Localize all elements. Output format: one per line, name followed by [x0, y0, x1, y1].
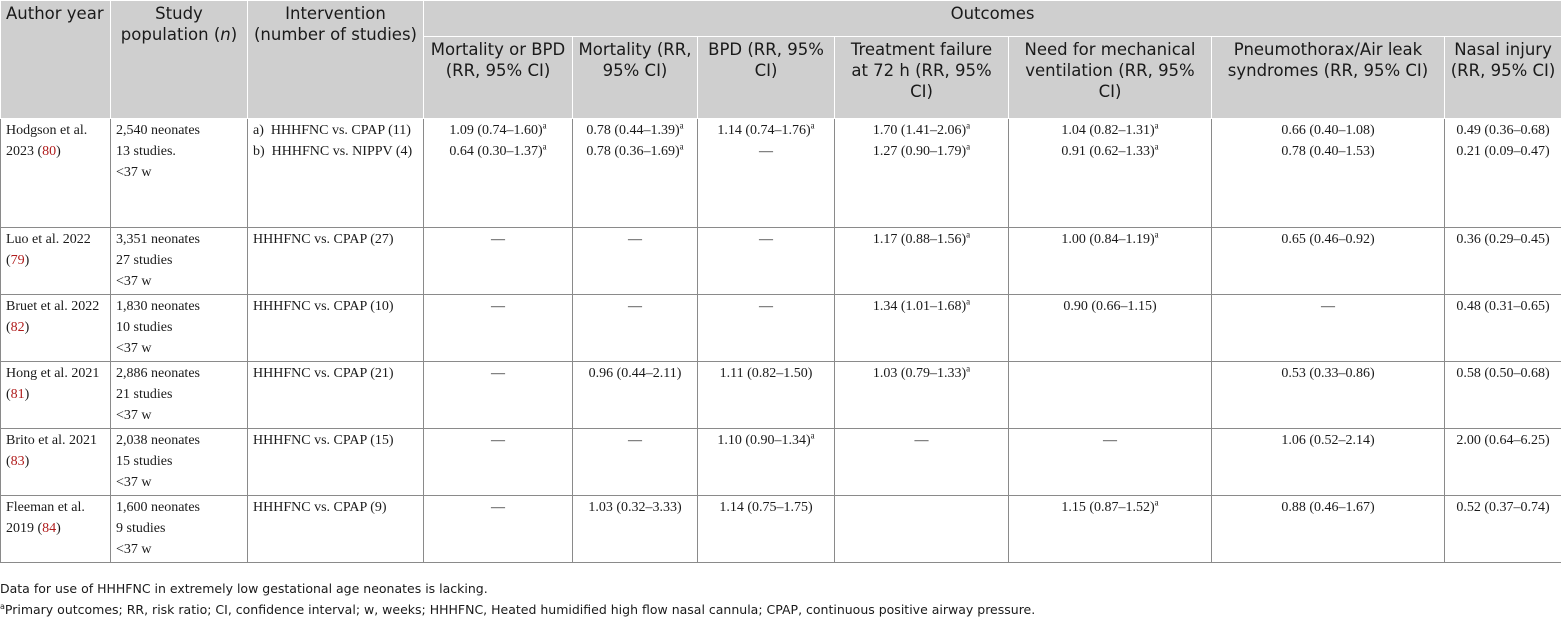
author-cell: Brito et al. 2021 (83)	[1, 429, 111, 496]
pneumothorax-cell: —	[1212, 295, 1445, 362]
mechanical-ventilation-cell: 1.04 $(0.82-1.31)^a$ 0.91 $(0.62-1.33)^a$	[1009, 119, 1212, 228]
nasal-injury-cell: 0.58 (0.50–0.68)	[1445, 362, 1561, 429]
population-cell: 2,886 neonates 21 studies <37 w	[111, 362, 248, 429]
intervention-cell: a) HHHFNC vs. CPAP (11) b) HHHFNC vs. NIPPV (4)	[248, 119, 424, 228]
mechanical-ventilation-cell: 0.90 (0.66–1.15)	[1009, 295, 1212, 362]
header-mortality-or-bpd: Mortality or BPD (RR, 95% CI)	[424, 37, 573, 119]
bpd-cell: 1.14 $(0.74-1.76)^a$ —	[698, 119, 835, 228]
treatment-failure-cell: 1.70 $(1.41-2.06)^a$ 1.27 $(0.90-1.79)^a$	[835, 119, 1009, 228]
nasal-injury-cell: 0.36 (0.29–0.45)	[1445, 228, 1561, 295]
mortality-cell: 0.96 (0.44–2.11)	[573, 362, 698, 429]
mechanical-ventilation-cell: —	[1009, 429, 1212, 496]
mortality-or-bpd-cell: —	[424, 429, 573, 496]
footnote-abbreviations: $^a$Primary outcomes; RR, risk ratio; CI, confidence interval; w, weeks; HHHFNC, Heated humidified high flow nasal cannula; CPAP, continuous positive airway pressure.	[0, 599, 1035, 620]
author-cell: Fleeman et al. 2019 (84)	[1, 496, 111, 563]
population-cell: 2,540 neonates 13 studies. <37 w	[111, 119, 248, 228]
header-intervention: Intervention (number of studies)	[248, 1, 424, 119]
header-author-year: Author year	[1, 1, 111, 119]
mechanical-ventilation-cell: 1.00 $(0.84-1.19)^a$	[1009, 228, 1212, 295]
table-row	[1, 228, 1561, 295]
nasal-injury-cell: 0.49 (0.36–0.68) 0.21 (0.09–0.47)	[1445, 119, 1561, 228]
header-treatment-failure: Treatment failure at 72 h (RR, 95% CI)	[835, 37, 1009, 119]
nasal-injury-cell: 2.00 (0.64–6.25)	[1445, 429, 1561, 496]
population-cell: 1,830 neonates 10 studies <37 w	[111, 295, 248, 362]
intervention-cell: HHHFNC vs. CPAP (15)	[248, 429, 424, 496]
bpd-cell: —	[698, 228, 835, 295]
pneumothorax-cell: 1.06 (0.52–2.14)	[1212, 429, 1445, 496]
mechanical-ventilation-cell	[1009, 362, 1212, 429]
bpd-cell: —	[698, 295, 835, 362]
mortality-cell: 1.03 (0.32–3.33)	[573, 496, 698, 563]
table-row	[1, 362, 1561, 429]
header-mechanical-ventilation: Need for mechanical ventilation (RR, 95% CI)	[1009, 37, 1212, 119]
table-footnotes	[0, 578, 1035, 620]
intervention-cell: HHHFNC vs. CPAP (9)	[248, 496, 424, 563]
bpd-cell: 1.14 (0.75–1.75)	[698, 496, 835, 563]
intervention-cell: HHHFNC vs. CPAP (10)	[248, 295, 424, 362]
header-mortality: Mortality (RR, 95% CI)	[573, 37, 698, 119]
treatment-failure-cell	[835, 496, 1009, 563]
population-cell: 3,351 neonates 27 studies <37 w	[111, 228, 248, 295]
bpd-cell: 1.11 (0.82–1.50)	[698, 362, 835, 429]
treatment-failure-cell: 1.34 $(1.01-1.68)^a$	[835, 295, 1009, 362]
header-pneumothorax: Pneumothorax/Air leak syndromes (RR, 95% CI)	[1212, 37, 1445, 119]
treatment-failure-cell: 1.17 $(0.88-1.56)^a$	[835, 228, 1009, 295]
treatment-failure-cell: 1.03 $(0.79-1.33)^a$	[835, 362, 1009, 429]
table-row	[1, 119, 1561, 228]
author-cell: Luo et al. 2022 (79)	[1, 228, 111, 295]
author-cell: Bruet et al. 2022 (82)	[1, 295, 111, 362]
population-cell: 1,600 neonates 9 studies <37 w	[111, 496, 248, 563]
intervention-cell: HHHFNC vs. CPAP (27)	[248, 228, 424, 295]
bpd-cell: 1.10 $(0.90-1.34)^a$	[698, 429, 835, 496]
footnote-data-lacking: Data for use of HHHFNC in extremely low gestational age neonates is lacking.	[0, 578, 1035, 599]
header-nasal-injury: Nasal injury (RR, 95% CI)	[1445, 37, 1561, 119]
mortality-cell: —	[573, 429, 698, 496]
pneumothorax-cell: 0.88 (0.46–1.67)	[1212, 496, 1445, 563]
mortality-cell: —	[573, 228, 698, 295]
reference-link[interactable]: 79	[11, 253, 25, 268]
mortality-or-bpd-cell: —	[424, 295, 573, 362]
intervention-cell: HHHFNC vs. CPAP (21)	[248, 362, 424, 429]
mortality-cell: —	[573, 295, 698, 362]
mortality-or-bpd-cell: 1.09 $(0.74-1.60)^a$ 0.64 $(0.30-1.37)^a$	[424, 119, 573, 228]
pneumothorax-cell: 0.65 (0.46–0.92)	[1212, 228, 1445, 295]
header-outcomes: Outcomes	[424, 1, 1561, 37]
author-cell: Hodgson et al. 2023 (80)	[1, 119, 111, 228]
treatment-failure-cell: —	[835, 429, 1009, 496]
nasal-injury-cell: 0.52 (0.37–0.74)	[1445, 496, 1561, 563]
mechanical-ventilation-cell: 1.15 $(0.87-1.52)^a$	[1009, 496, 1212, 563]
header-study-population: Study population (n)	[111, 1, 248, 119]
nasal-injury-cell: 0.48 (0.31–0.65)	[1445, 295, 1561, 362]
table-row	[1, 496, 1561, 563]
table-row	[1, 295, 1561, 362]
author-cell: Hong et al. 2021 (81)	[1, 362, 111, 429]
population-cell: 2,038 neonates 15 studies <37 w	[111, 429, 248, 496]
reference-link[interactable]: 84	[42, 521, 56, 536]
header-bpd: BPD (RR, 95% CI)	[698, 37, 835, 119]
reference-link[interactable]: 83	[11, 454, 25, 469]
mortality-cell: 0.78 $(0.44-1.39)^a$ 0.78 $(0.36-1.69)^a$	[573, 119, 698, 228]
reference-link[interactable]: 82	[11, 320, 25, 335]
reference-link[interactable]: 80	[42, 144, 56, 159]
mortality-or-bpd-cell: —	[424, 228, 573, 295]
pneumothorax-cell: 0.66 (0.40–1.08) 0.78 (0.40–1.53)	[1212, 119, 1445, 228]
pneumothorax-cell: 0.53 (0.33–0.86)	[1212, 362, 1445, 429]
reference-link[interactable]: 81	[11, 387, 25, 402]
table-row	[1, 429, 1561, 496]
mortality-or-bpd-cell: —	[424, 362, 573, 429]
mortality-or-bpd-cell: —	[424, 496, 573, 563]
